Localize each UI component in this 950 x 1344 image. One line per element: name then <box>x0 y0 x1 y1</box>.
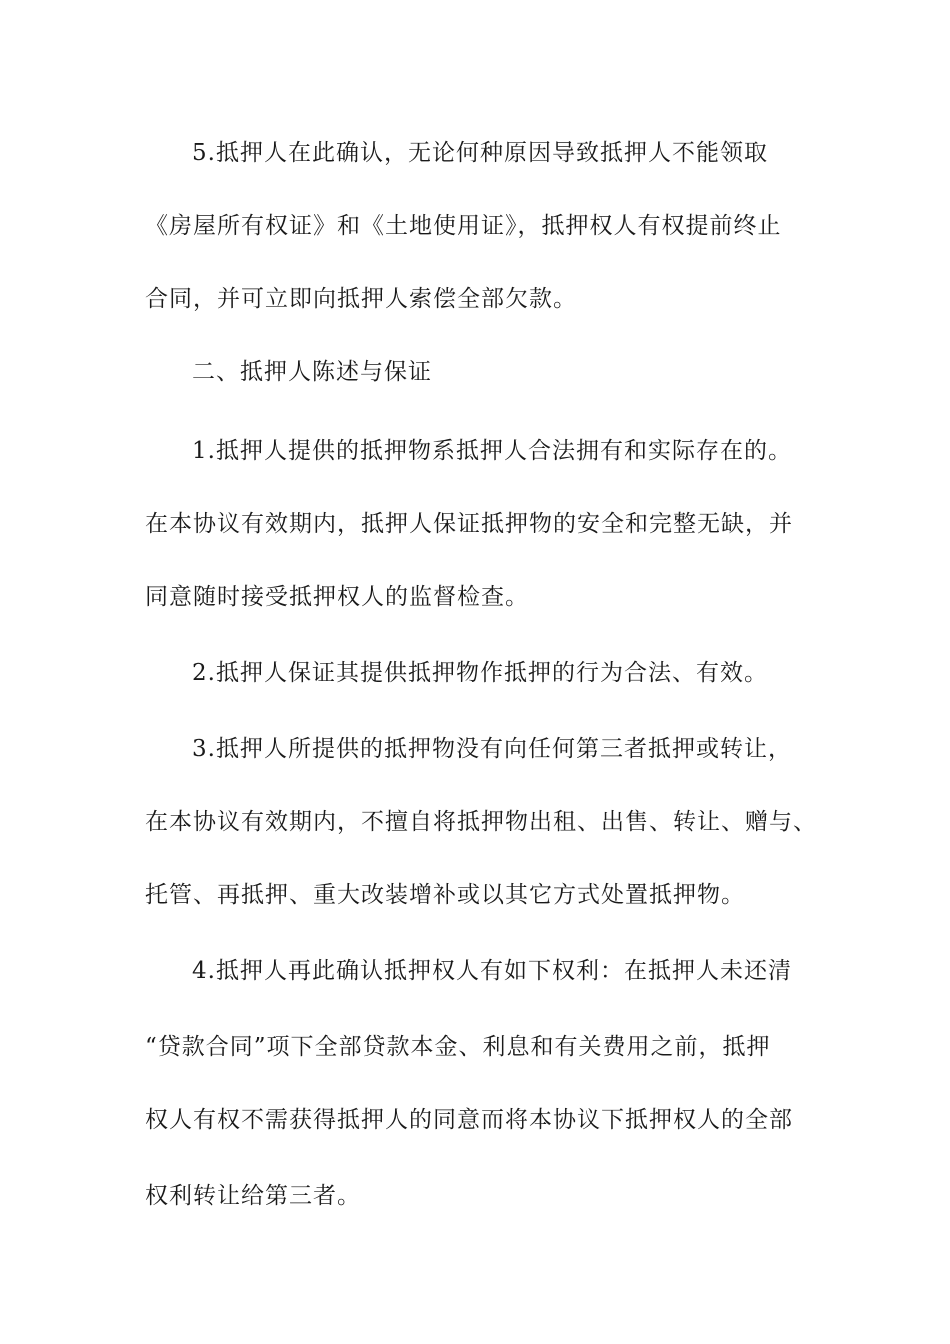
clause-2-1-line-1: 1.抵押人提供的抵押物系抵押人合法拥有和实际存在的。 <box>192 438 792 464</box>
clause-2-4-line-4: 权利转让给第三者。 <box>145 1183 361 1209</box>
clause-1-5-line-3: 合同，并可立即向抵押人索偿全部欠款。 <box>145 286 577 312</box>
clause-1-5-line-1: 5.抵押人在此确认，无论何种原因导致抵押人不能领取 <box>192 140 768 166</box>
clause-2-3-line-3: 托管、再抵押、重大改装增补或以其它方式处置抵押物。 <box>145 882 745 908</box>
clause-2-2-line-1: 2.抵押人保证其提供抵押物作抵押的行为合法、有效。 <box>192 660 768 686</box>
clause-2-1-line-3: 同意随时接受抵押权人的监督检查。 <box>145 584 529 610</box>
clause-2-4-line-1: 4.抵押人再此确认抵押权人有如下权利：在抵押人未还清 <box>192 958 792 984</box>
clause-1-5-line-2: 《房屋所有权证》和《土地使用证》，抵押权人有权提前终止 <box>145 213 782 239</box>
clause-2-1-line-2: 在本协议有效期内，抵押人保证抵押物的安全和完整无缺，并 <box>145 511 793 537</box>
clause-2-3-line-1: 3.抵押人所提供的抵押物没有向任何第三者抵押或转让， <box>192 736 792 762</box>
clause-2-4-line-3: 权人有权不需获得抵押人的同意而将本协议下抵押权人的全部 <box>145 1107 793 1133</box>
clause-2-3-line-2: 在本协议有效期内，不擅自将抵押物出租、出售、转让、赠与、 <box>145 809 817 835</box>
section-2-heading: 二、抵押人陈述与保证 <box>192 359 432 385</box>
clause-2-4-line-2: “贷款合同”项下全部贷款本金、利息和有关费用之前，抵押 <box>145 1034 771 1060</box>
